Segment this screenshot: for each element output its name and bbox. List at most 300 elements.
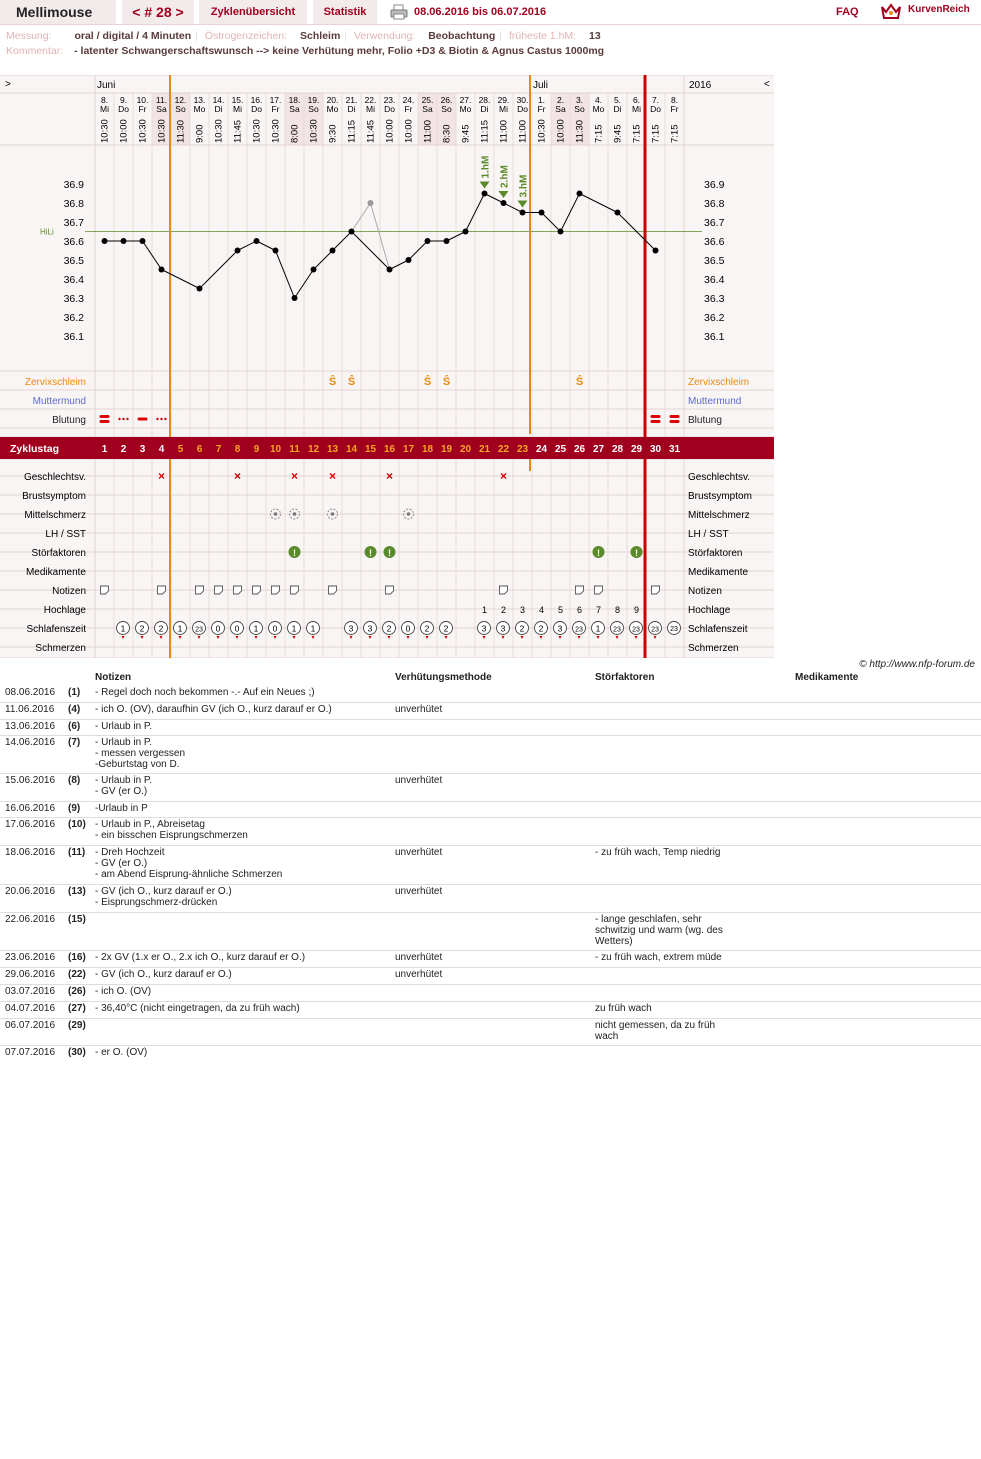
note-icon xyxy=(291,586,299,594)
temp-point xyxy=(368,200,374,206)
cycle-day-number: 17 xyxy=(402,444,415,455)
weekday-label: Mi xyxy=(499,104,508,114)
table-row xyxy=(0,773,981,802)
sleep-value: 1 xyxy=(253,623,259,634)
temp-axis-label: 36.3 xyxy=(704,293,725,305)
sleep-arrow xyxy=(521,636,524,639)
weekday-label: Sa xyxy=(156,104,167,114)
temp-point xyxy=(387,267,393,273)
temp-axis-label: 36.7 xyxy=(63,217,84,229)
row-disturbance: zu früh wach xyxy=(595,1003,652,1014)
row-cycle-day: (27) xyxy=(68,1003,86,1014)
high-phase-number: 7 xyxy=(595,605,602,615)
temp-axis-label: 36.7 xyxy=(704,217,725,229)
kurvenreich-logo[interactable] xyxy=(880,2,980,22)
cycle-day-number: 16 xyxy=(383,444,396,455)
temp-line xyxy=(200,251,238,289)
weekday-label: Mi xyxy=(100,104,109,114)
note-icon xyxy=(595,586,603,594)
faq-link[interactable]: FAQ xyxy=(836,6,859,18)
label-usage: Verwendung: xyxy=(353,30,416,42)
sleep-arrow xyxy=(654,636,657,639)
row-cycle-day: (8) xyxy=(68,775,81,786)
row-cycle-day: (29) xyxy=(68,1020,86,1031)
sleep-arrow xyxy=(350,636,353,639)
date-label: 13. xyxy=(193,95,206,105)
hm-triangle xyxy=(499,191,509,198)
sleep-arrow xyxy=(616,636,619,639)
row-cycle-day: (7) xyxy=(68,737,81,748)
sleep-value: 0 xyxy=(215,623,221,634)
date-label: 7. xyxy=(651,95,660,105)
row-method: unverhütet xyxy=(395,952,443,963)
row-date: 03.07.2016 xyxy=(5,986,56,997)
printer-icon[interactable] xyxy=(390,4,408,20)
label-earliest-hm: früheste 1.hM: xyxy=(508,30,577,42)
row-method: unverhütet xyxy=(395,847,443,858)
temp-axis-label: 36.8 xyxy=(63,198,84,210)
sleep-value: 3 xyxy=(557,623,563,634)
temp-point xyxy=(159,267,165,273)
table-row xyxy=(0,967,981,985)
sleep-value: 0 xyxy=(272,623,278,634)
row-date: 14.06.2016 xyxy=(5,737,56,748)
cycle-day-number: 30 xyxy=(649,444,662,455)
row-note: - 36,40°C (nicht eingetragen, da zu früh wach) xyxy=(95,1003,300,1014)
time-label: 10:30 xyxy=(270,119,282,143)
row-method: unverhütet xyxy=(395,886,443,897)
table-row xyxy=(0,685,981,703)
weekday-label: Di xyxy=(347,104,356,114)
date-label: 12. xyxy=(174,95,187,105)
sleep-value: 2 xyxy=(158,623,164,634)
note-icon xyxy=(329,586,337,594)
sleep-arrow xyxy=(217,636,220,639)
note-icon xyxy=(234,586,242,594)
note-icon xyxy=(215,586,223,594)
temp-axis-label: 36.1 xyxy=(704,331,725,343)
temp-axis-label: 36.3 xyxy=(63,293,84,305)
time-label: 10:30 xyxy=(308,119,320,143)
cycle-day-number: 1 xyxy=(101,444,108,455)
intercourse-mark: × xyxy=(385,469,394,483)
cycle-day-number: 27 xyxy=(592,444,605,455)
date-label: 10. xyxy=(136,95,149,105)
sleep-arrow xyxy=(293,636,296,639)
date-label: 14. xyxy=(212,95,225,105)
row-note: - Urlaub in P. - GV (er O.) xyxy=(95,775,153,797)
time-label: 10:00 xyxy=(384,119,396,143)
temp-point xyxy=(482,191,488,197)
intercourse-mark: × xyxy=(328,469,337,483)
sleep-arrow xyxy=(578,636,581,639)
date-label: 6. xyxy=(632,95,641,105)
row-label: LH / SST xyxy=(688,529,729,540)
sleep-arrow xyxy=(502,636,505,639)
weekday-label: Do xyxy=(118,104,129,114)
row-cycle-day: (10) xyxy=(68,819,86,830)
mucus-symbol: Ŝ xyxy=(347,376,356,388)
cycle-day-number: 21 xyxy=(478,444,491,455)
table-row xyxy=(0,912,981,951)
row-label: Notizen xyxy=(688,586,722,597)
temp-point xyxy=(330,248,336,254)
time-label: 11:00 xyxy=(422,119,434,143)
date-label: 15. xyxy=(231,95,244,105)
weekday-label: Fr xyxy=(537,104,546,114)
cycle-day-number: 4 xyxy=(158,444,165,455)
bleeding-mark xyxy=(100,415,110,418)
sleep-value: 23 xyxy=(670,626,678,633)
sleep-value: 1 xyxy=(291,623,297,634)
time-label: 11:45 xyxy=(232,119,244,143)
weekday-label: Do xyxy=(517,104,528,114)
temp-point xyxy=(140,238,146,244)
cycle-day-number: 25 xyxy=(554,444,567,455)
weekday-label: Fr xyxy=(271,104,280,114)
sleep-value: 3 xyxy=(348,623,354,634)
sleep-value: 0 xyxy=(234,623,240,634)
nav-right-arrow: < xyxy=(764,79,770,90)
weekday-label: Fr xyxy=(404,104,413,114)
high-phase-number: 2 xyxy=(500,605,507,615)
row-cycle-day: (16) xyxy=(68,952,86,963)
sleep-arrow xyxy=(141,636,144,639)
row-note: - er O. (OV) xyxy=(95,1047,148,1058)
time-label: 10:30 xyxy=(137,119,149,143)
row-cycle-day: (30) xyxy=(68,1047,86,1058)
row-note: - ich O. (OV), daraufhin GV (ich O., kurz darauf er O.) xyxy=(95,704,332,715)
high-phase-number: 5 xyxy=(557,605,564,615)
weekday-label: Di xyxy=(214,104,223,114)
row-date: 04.07.2016 xyxy=(5,1003,56,1014)
table-row xyxy=(0,702,981,720)
month-label: Juli xyxy=(533,80,549,91)
note-icon xyxy=(272,586,280,594)
date-label: 2. xyxy=(556,95,565,105)
bleeding-mark xyxy=(651,415,661,418)
sleep-arrow xyxy=(274,636,277,639)
crown-icon xyxy=(880,2,902,20)
weekday-label: Mo xyxy=(193,104,206,114)
header-method: Verhütungsmethode xyxy=(395,672,492,683)
row-label: Notizen xyxy=(52,586,86,597)
row-date: 06.07.2016 xyxy=(5,1020,56,1031)
sleep-value: 23 xyxy=(632,626,640,634)
date-label: 20. xyxy=(326,95,339,105)
table-row xyxy=(0,984,981,1002)
time-label: 10:00 xyxy=(118,119,130,143)
temp-point xyxy=(102,238,108,244)
temp-point xyxy=(558,229,564,235)
time-label: 10:30 xyxy=(213,119,225,143)
table-row xyxy=(0,735,981,774)
temp-point xyxy=(121,238,127,244)
row-label: Mittelschmerz xyxy=(24,510,86,521)
logo-text: KurvenReich xyxy=(908,4,970,15)
sleep-value: 3 xyxy=(367,623,373,634)
time-label: 10:00 xyxy=(555,119,567,143)
row-note: - GV (ich O., kurz darauf er O.) - Eisprungschmerz-drücken xyxy=(95,886,232,908)
bleeding-mark xyxy=(164,418,166,420)
temp-axis-label: 36.4 xyxy=(704,274,725,286)
time-label: 8:30 xyxy=(441,124,453,143)
row-label: Schmerzen xyxy=(688,643,739,654)
high-phase-number: 8 xyxy=(614,605,621,615)
sleep-arrow xyxy=(540,636,543,639)
label-measurement: Messung: xyxy=(6,30,52,42)
bleeding-mark xyxy=(156,418,158,420)
weekday-label: Di xyxy=(613,104,622,114)
label-estrogen: Östrogenzeichen: xyxy=(204,30,288,42)
source-credit[interactable]: © http://www.nfp-forum.de xyxy=(859,659,975,670)
cycle-day-number: 31 xyxy=(668,444,681,455)
table-row xyxy=(0,1045,981,1061)
date-label: 23. xyxy=(383,95,396,105)
mucus-symbol: Ŝ xyxy=(442,376,451,388)
bleeding-mark xyxy=(138,418,148,421)
disturbance-icon: ! xyxy=(597,548,600,558)
value-estrogen: Schleim xyxy=(300,30,341,42)
time-label: 11:00 xyxy=(517,119,529,143)
note-icon xyxy=(576,586,584,594)
row-label: Störfaktoren xyxy=(31,548,86,559)
temp-point xyxy=(273,248,279,254)
sleep-value: 3 xyxy=(481,623,487,634)
sleep-value: 2 xyxy=(139,623,145,634)
date-range: 08.06.2016 bis 06.07.2016 xyxy=(414,6,547,18)
disturbance-icon: ! xyxy=(293,548,296,558)
weekday-label: Mo xyxy=(326,104,339,114)
comment-line xyxy=(6,45,604,57)
row-note: - ich O. (OV) xyxy=(95,986,152,997)
row-label: Blutung xyxy=(688,415,722,426)
row-cycle-day: (13) xyxy=(68,886,86,897)
table-row xyxy=(0,719,981,736)
time-label: 11:30 xyxy=(175,119,187,143)
table-row xyxy=(0,884,981,913)
bleeding-mark xyxy=(160,418,162,420)
weekday-label: Mo xyxy=(592,104,605,114)
row-label: Schlafenszeit xyxy=(26,624,86,635)
date-label: 30. xyxy=(516,95,529,105)
temp-point xyxy=(539,210,545,216)
note-icon xyxy=(253,586,261,594)
row-cycle-day: (9) xyxy=(68,803,81,814)
time-label: 7:15 xyxy=(650,124,662,143)
row-label: Geschlechtsv. xyxy=(23,472,86,483)
date-label: 4. xyxy=(594,95,603,105)
sleep-arrow xyxy=(445,636,448,639)
cycle-day-number: 14 xyxy=(345,444,358,455)
temp-point xyxy=(577,191,583,197)
row-disturbance: - lange geschlafen, sehr schwitzig und warm (wg. des Wetters) xyxy=(595,914,723,947)
sleep-arrow xyxy=(160,636,163,639)
table-row xyxy=(0,1018,981,1046)
value-earliest-hm: 13 xyxy=(589,30,601,42)
bleeding-mark xyxy=(100,420,110,423)
date-label: 11. xyxy=(155,95,168,105)
cycle-day-number: 5 xyxy=(177,444,184,455)
time-label: 9:45 xyxy=(612,124,624,143)
user-nickname[interactable]: Mellimouse xyxy=(0,0,116,24)
sleep-arrow xyxy=(635,636,638,639)
temp-line xyxy=(580,194,618,213)
mucus-symbol: Ŝ xyxy=(423,376,432,388)
cycle-day-number: 28 xyxy=(611,444,624,455)
value-comment: - latenter Schwangerschaftswunsch --> keine Verhütung mehr, Folio +D3 & Biotin & Agnus Castus 1000mg xyxy=(74,45,605,57)
row-date: 20.06.2016 xyxy=(5,886,56,897)
cycle-day-number: 18 xyxy=(421,444,434,455)
row-note: - Urlaub in P., Abreisetag - ein bisschen Eisprungschmerzen xyxy=(95,819,248,841)
tab-cycle-overview[interactable]: Zyklenübersicht xyxy=(199,0,307,24)
row-date: 22.06.2016 xyxy=(5,914,56,925)
note-icon xyxy=(101,586,109,594)
sleep-value: 3 xyxy=(500,623,506,634)
row-date: 11.06.2016 xyxy=(5,704,55,715)
row-disturbance: - zu früh wach, Temp niedrig xyxy=(595,847,721,858)
time-label: 10:30 xyxy=(251,119,263,143)
disturbance-icon: ! xyxy=(388,548,391,558)
note-icon xyxy=(158,586,166,594)
temp-point xyxy=(501,200,507,206)
weekday-label: So xyxy=(574,104,585,114)
temp-point xyxy=(311,267,317,273)
row-label: Hochlage xyxy=(43,605,86,616)
sleep-value: 2 xyxy=(519,623,525,634)
sleep-value: 1 xyxy=(595,623,601,634)
cycle-day-number: 19 xyxy=(440,444,453,455)
temp-axis-label: 36.9 xyxy=(63,179,84,191)
sleep-value: 23 xyxy=(651,626,659,634)
cycle-day-number: 24 xyxy=(535,444,548,455)
intercourse-mark: × xyxy=(499,469,508,483)
temp-point xyxy=(425,238,431,244)
sleep-value: 0 xyxy=(405,623,411,634)
hm-label: 1.hM xyxy=(480,155,492,179)
bleeding-mark xyxy=(651,420,661,423)
time-label: 9:30 xyxy=(327,124,339,143)
weekday-label: Mi xyxy=(366,104,375,114)
row-method: unverhütet xyxy=(395,775,443,786)
time-label: 11:30 xyxy=(574,119,586,143)
row-date: 16.06.2016 xyxy=(5,803,56,814)
table-row xyxy=(0,845,981,885)
cycle-day-number: 9 xyxy=(253,444,260,455)
row-cycle-day: (15) xyxy=(68,914,86,925)
date-label: 28. xyxy=(478,95,491,105)
time-label: 10:00 xyxy=(403,119,415,143)
row-date: 23.06.2016 xyxy=(5,952,56,963)
sleep-value: 23 xyxy=(613,626,621,634)
header-medication: Medikamente xyxy=(795,672,859,683)
date-label: 17. xyxy=(269,95,282,105)
month-label: Juni xyxy=(97,80,116,91)
weekday-label: Di xyxy=(480,104,489,114)
temp-point xyxy=(254,238,260,244)
high-phase-number: 3 xyxy=(519,605,526,615)
row-note: - Regel doch noch bekommen -.- Auf ein Neues ;) xyxy=(95,687,315,698)
high-phase-number: 6 xyxy=(576,605,583,615)
time-label: 7:15 xyxy=(631,124,643,143)
sleep-arrow xyxy=(369,636,372,639)
row-cycle-day: (4) xyxy=(68,704,81,715)
sleep-value: 1 xyxy=(120,623,126,634)
date-label: 29. xyxy=(497,95,510,105)
temp-axis-label: 36.9 xyxy=(704,179,725,191)
row-disturbance: nicht gemessen, da zu früh wach xyxy=(595,1020,716,1042)
weekday-label: So xyxy=(308,104,319,114)
date-label: 21. xyxy=(345,95,358,105)
temp-axis-label: 36.8 xyxy=(704,198,725,210)
row-note: -Urlaub in P xyxy=(95,803,148,814)
cycle-day-number: 13 xyxy=(326,444,339,455)
row-label: Brustsymptom xyxy=(22,491,86,502)
mucus-symbol: Ŝ xyxy=(328,376,337,388)
row-note: - Urlaub in P. - messen vergessen -Geburtstag von D. xyxy=(95,737,186,770)
row-label: Brustsymptom xyxy=(688,491,752,502)
mucus-symbol: Ŝ xyxy=(575,376,584,388)
row-date: 08.06.2016 xyxy=(5,687,56,698)
tab-statistics[interactable]: Statistik xyxy=(313,0,377,24)
sleep-arrow xyxy=(426,636,429,639)
cycle-day-number: 26 xyxy=(573,444,586,455)
weekday-label: Fr xyxy=(670,104,679,114)
row-note: - 2x GV (1.x er O., 2.x ich O., kurz darauf er O.) xyxy=(95,952,306,963)
note-icon xyxy=(500,586,508,594)
date-label: 22. xyxy=(364,95,377,105)
cycle-navigator[interactable]: < # 28 > xyxy=(122,0,194,24)
row-note: - Dreh Hochzeit - GV (er O.) - am Abend Eisprung-ähnliche Schmerzen xyxy=(95,847,283,880)
pain-icon xyxy=(407,512,411,516)
header-disturbance: Störfaktoren xyxy=(595,672,655,683)
date-label: 5. xyxy=(613,95,622,105)
value-measurement: oral / digital / 4 Minuten xyxy=(74,30,192,42)
weekday-label: Sa xyxy=(289,104,300,114)
time-label: 11:15 xyxy=(479,119,491,143)
temp-point xyxy=(615,210,621,216)
weekday-label: Do xyxy=(384,104,395,114)
time-label: 9:45 xyxy=(460,124,472,143)
date-label: 27. xyxy=(459,95,472,105)
date-label: 26. xyxy=(440,95,453,105)
pain-icon xyxy=(274,512,278,516)
sleep-arrow xyxy=(559,636,562,639)
sleep-value: 23 xyxy=(195,626,203,634)
sleep-value: 2 xyxy=(443,623,449,634)
cycle-day-number: 11 xyxy=(289,444,300,455)
sleep-arrow xyxy=(597,636,600,639)
temp-axis-label: 36.5 xyxy=(63,255,84,267)
temp-point xyxy=(235,248,241,254)
cycle-day-number: 10 xyxy=(269,444,282,455)
time-label: 11:45 xyxy=(365,119,377,143)
row-cycle-day: (26) xyxy=(68,986,86,997)
cycle-day-number: 6 xyxy=(196,444,203,455)
date-label: 3. xyxy=(575,95,584,105)
time-label: 11:00 xyxy=(498,119,510,143)
weekday-label: Mi xyxy=(632,104,641,114)
hm-triangle xyxy=(480,182,490,189)
cycle-day-number: 8 xyxy=(234,444,241,455)
table-row xyxy=(0,801,981,818)
date-label: 8. xyxy=(100,95,109,105)
date-label: 1. xyxy=(537,95,546,105)
note-icon xyxy=(652,586,660,594)
time-label: 7:15 xyxy=(593,124,605,143)
row-date: 18.06.2016 xyxy=(5,847,56,858)
temp-point xyxy=(406,257,412,263)
